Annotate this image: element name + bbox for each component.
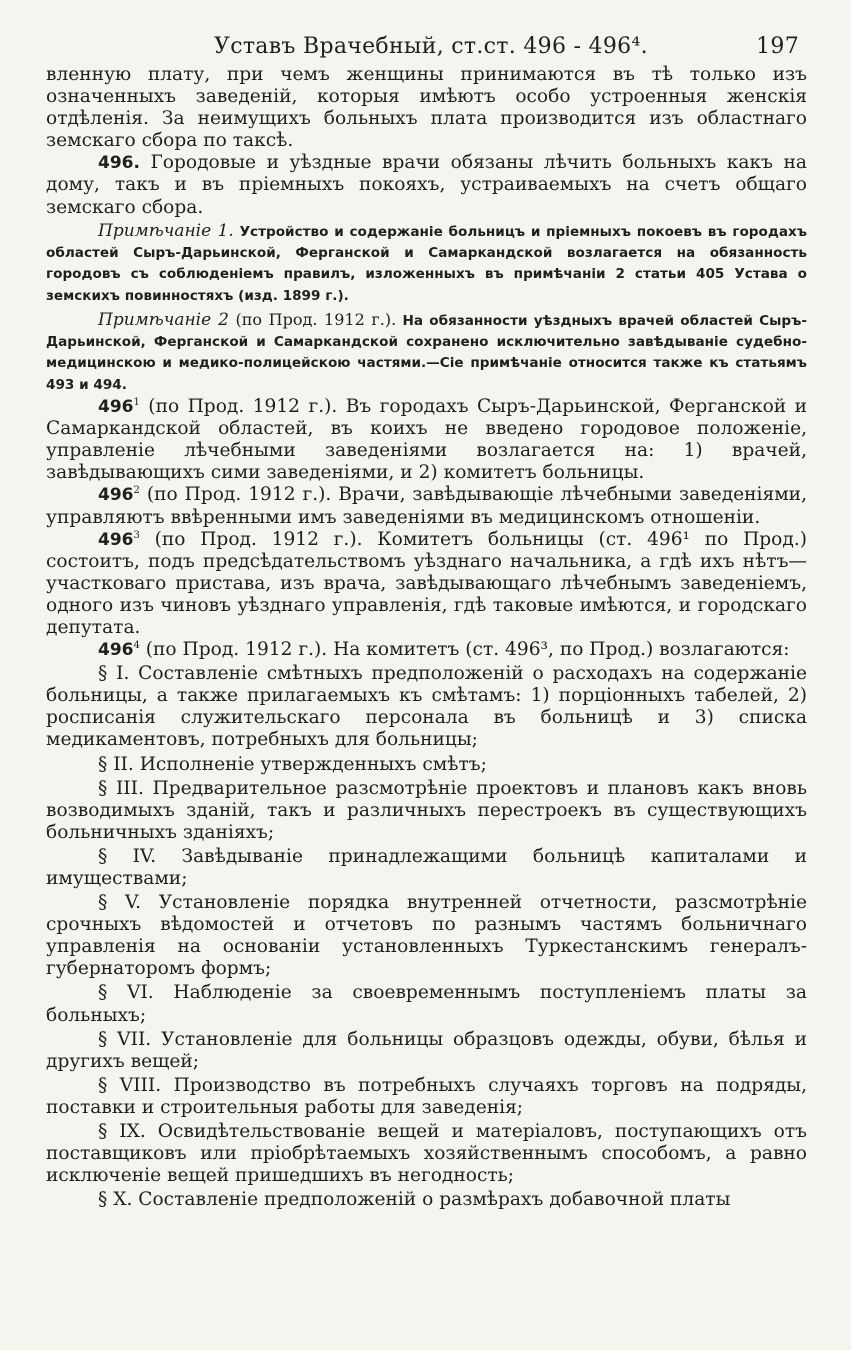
section-3: § III. Предварительное разсмотрѣнiе проектовъ и плановъ какъ вновь возводимыхъ зданiй, такъ и различныхъ перестроекъ въ существующихъ больничныхъ зданiяхъ;: [46, 777, 807, 843]
article-number: 496: [98, 640, 134, 661]
article-superscript: 2: [133, 485, 140, 497]
note-label: Примѣчанiе 1.: [98, 220, 234, 241]
page-body: [46, 64, 807, 1211]
note-prod: (по Прод. 1912 г.).: [228, 309, 397, 329]
note-text: На обязанности уѣздныхъ врачей областей Сыръ-Дарьинской, Ферганской и Самаркандской сохранено исключительно завѣдыванiе судебно-медицинскою и медико-полицейскою частями.—Сiе примѣчанiе относится также къ статьямъ 493 и 494.: [46, 312, 807, 393]
article-text: (по Прод. 1912 г.). Въ городахъ Сыръ-Дарьинской, Ферганской и Самаркандской областей, въ коихъ не введено городовое положенiе, управленiе лѣчебными заведенiями возлагается на: 1) врачей, завѣдывающихъ сими заведенiями, и 2) комитетъ больницы.: [46, 396, 807, 484]
article-496-4: [46, 639, 807, 661]
article-superscript: 3: [133, 529, 140, 541]
note-1: [46, 221, 807, 307]
section-8: § VIII. Производство въ потребныхъ случаяхъ торговъ на подряды, поставки и строительныя работы для заведенiя;: [46, 1074, 807, 1118]
note-2: [46, 309, 807, 396]
continued-paragraph: вленную плату, при чемъ женщины принимаются въ тѣ только изъ означенныхъ заведенiй, которыя имѣютъ особо устроенныя женскiя отдѣленiя. За неимущихъ больныхъ плата производится изъ областнаго земскаго сбора по таксѣ.: [46, 64, 807, 152]
article-number: 496: [98, 485, 134, 506]
article-text: (по Прод. 1912 г.). Врачи, завѣдывающiе лѣчебными заведенiями, управляютъ ввѣренными имъ заведенiями въ медицинскомъ отношенiи.: [46, 484, 807, 528]
article-text: (по Прод. 1912 г.). Комитетъ больницы (ст. 496¹ по Прод.) состоитъ, подъ предсѣдательствомъ уѣзднаго начальника, а гдѣ ихъ нѣтъ—участковаго пристава, изъ врача, завѣдывающаго лѣчебнымъ заведенiемъ, одного изъ чиновъ уѣзднаго управленiя, гдѣ таковые имѣются, и городскаго депутата.: [46, 528, 807, 638]
note-label: Примѣчанiе 2: [98, 309, 229, 330]
article-number: 496: [98, 529, 134, 550]
article-superscript: 4: [133, 639, 140, 651]
section-9: § IX. Освидѣтельствованiе вещей и матерiаловъ, поступающихъ отъ поставщиковъ или прiобрѣтаемыхъ хозяйственнымъ способомъ, а равно исключенiе вещей пришедшихъ въ негодность;: [46, 1121, 807, 1187]
section-7: § VII. Установленiе для больницы образцовъ одежды, обуви, бѣлья и другихъ вещей;: [46, 1028, 807, 1072]
running-header: [46, 28, 807, 64]
article-text: (по Прод. 1912 г.). На комитетъ (ст. 496³, по Прод.) возлагаются:: [139, 639, 790, 661]
article-496: [46, 152, 807, 218]
article-text: Городовые и уѣздные врачи обязаны лѣчить больныхъ какъ на дому, такъ и въ прiемныхъ покояхъ, устраиваемыхъ на счетъ общаго земскаго сбора.: [46, 152, 807, 218]
article-496-2: [46, 484, 807, 528]
article-496-1: [46, 396, 807, 484]
running-title: Уставъ Врачебный, ст.ст. 496 - 496⁴.: [214, 34, 648, 59]
page-number: 197: [756, 34, 799, 59]
article-superscript: 1: [133, 396, 140, 408]
article-496-3: [46, 529, 807, 639]
section-1: § I. Составленiе смѣтныхъ предположенiй о расходахъ на содержанiе больницы, а также прилагаемыхъ къ смѣтамъ: 1) порцiонныхъ табелей, 2) росписанiя служительскаго персонала въ больницѣ и 3) списка медикаментовъ, потребныхъ для больницы;: [46, 663, 807, 751]
section-5: § V. Установленiе порядка внутренней отчетности, разсмотрѣнiе срочныхъ вѣдомостей и отчетовъ по разнымъ частямъ больничнаго управленiя на основанiи установленныхъ Туркестанскимъ генералъ-губернаторомъ формъ;: [46, 892, 807, 980]
section-10: § X. Составленiе предположенiй о размѣрахъ добавочной платы: [98, 1189, 731, 1211]
section-4: § IV. Завѣдыванiе принадлежащими больницѣ капиталами и имуществами;: [46, 845, 807, 889]
article-number: 496.: [98, 153, 140, 174]
article-number: 496: [98, 397, 134, 418]
section-6: § VI. Наблюденiе за своевременнымъ поступленiемъ платы за больныхъ;: [46, 982, 807, 1026]
note-text: Устройство и содержанiе больницъ и прiемныхъ покоевъ въ городахъ областей Сыръ-Дарьинской, Ферганской и Самаркандской возлагается на обязанность городовъ съ соблюденiемъ правилъ, изложенныхъ въ примѣчанiи 2 статьи 405 Устава о земскихъ повинностяхъ (изд. 1899 г.).: [46, 223, 807, 304]
section-2: § II. Исполненiе утвержденныхъ смѣтъ;: [98, 753, 487, 775]
